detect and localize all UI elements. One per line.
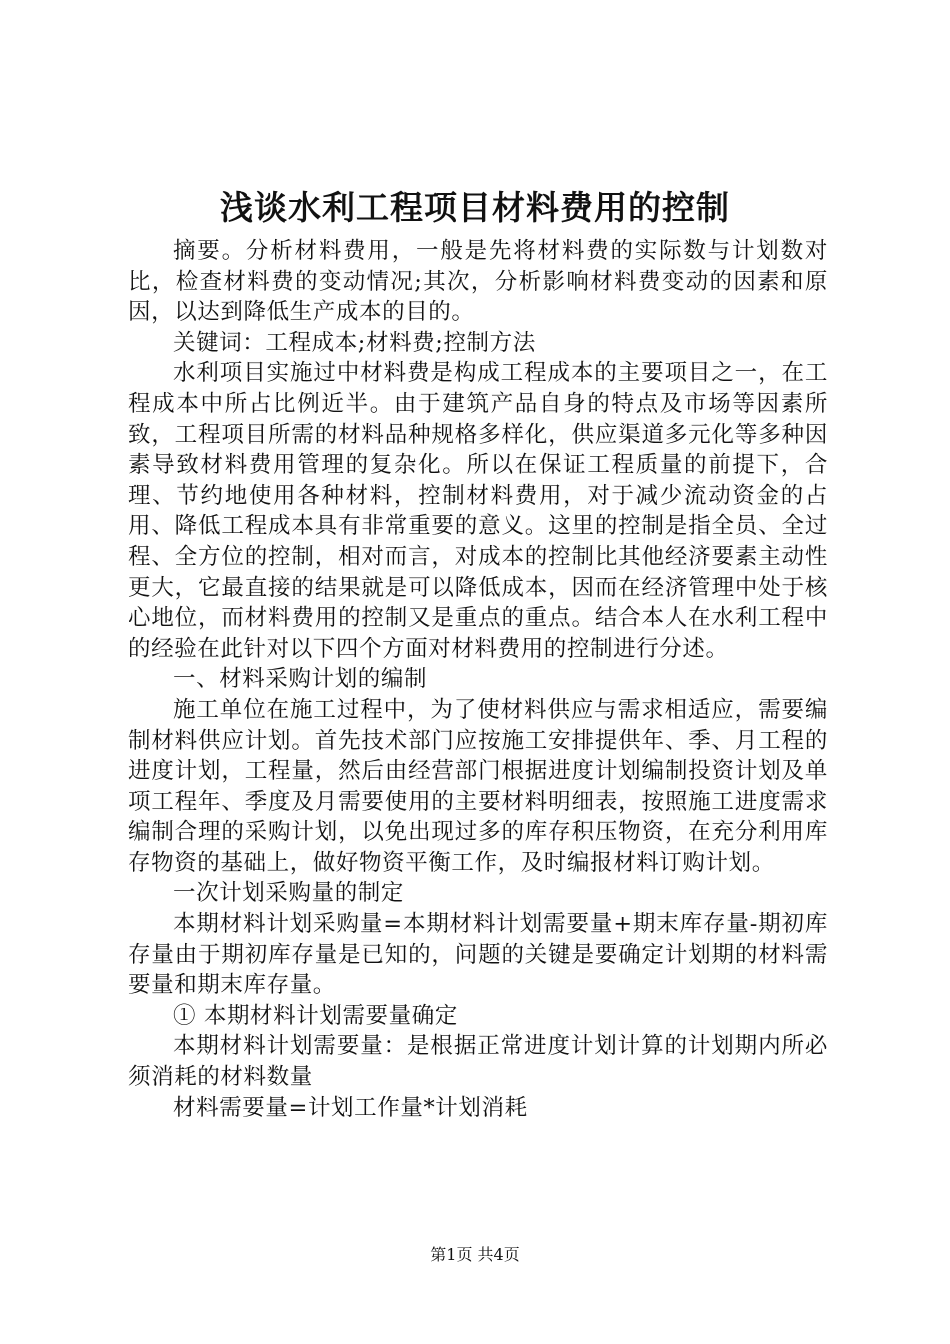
page-footer: 第1页 共4页 xyxy=(430,1245,520,1264)
formula-line: 材料需要量=计划工作量*计划消耗 xyxy=(173,1094,528,1121)
abstract-paragraph: 摘要。分析材料费用，一般是先将材料费的实际数与计划数对比，检查材料费的变动情况;其次，分析影响材料费变动的因素和原因，以达到降低生产成本的目的。 xyxy=(128,238,828,326)
subsection-heading: 一次计划采购量的制定 xyxy=(173,880,405,907)
document-body xyxy=(128,236,828,1123)
numbered-heading: ① 本期材料计划需要量确定 xyxy=(173,1002,458,1029)
formula-paragraph: 本期材料计划采购量=本期材料计划需要量+期末库存量-期初库存量由于期初库存量是已知的，问题的关键是要确定计划期的材料需要量和期末库存量。 xyxy=(128,911,828,999)
document-title: 浅谈水利工程项目材料费用的控制 xyxy=(220,188,730,227)
definition-paragraph: 本期材料计划需要量：是根据正常进度计划计算的计划期内所必须消耗的材料数量 xyxy=(128,1033,828,1091)
body-paragraph: 施工单位在施工过程中，为了使材料供应与需求相适应，需要编制材料供应计划。首先技术部门应按施工安排提供年、季、月工程的进度计划，工程量，然后由经营部门根据进度计划编制投资计划及单项工程年、季度及月需要使用的主要材料明细表，按照施工进度需求编制合理的采购计划，以免出现过多的库存积压物资，在充分利用库存物资的基础上，做好物资平衡工作，及时编报材料订购计划。 xyxy=(128,696,828,876)
keywords-paragraph: 关键词：工程成本;材料费;控制方法 xyxy=(173,329,536,356)
intro-paragraph: 水利项目实施过中材料费是构成工程成本的主要项目之一，在工程成本中所占比例近半。由于建筑产品自身的特点及市场等因素所致，工程项目所需的材料品种规格多样化，供应渠道多元化等多种因素导致材料费用管理的复杂化。所以在保证工程质量的前提下，合理、节约地使用各种材料，控制材料费用，对于减少流动资金的占用、降低工程成本具有非常重要的意义。这里的控制是指全员、全过程、全方位的控制，相对而言，对成本的控制比其他经济要素主动性更大，它最直接的结果就是可以降低成本，因而在经济管理中处于核心地位，而材料费用的控制又是重点的重点。结合本人在水利工程中的经验在此针对以下四个方面对材料费用的控制进行分述。 xyxy=(128,360,828,662)
section-heading-1: 一、材料采购计划的编制 xyxy=(173,666,428,693)
